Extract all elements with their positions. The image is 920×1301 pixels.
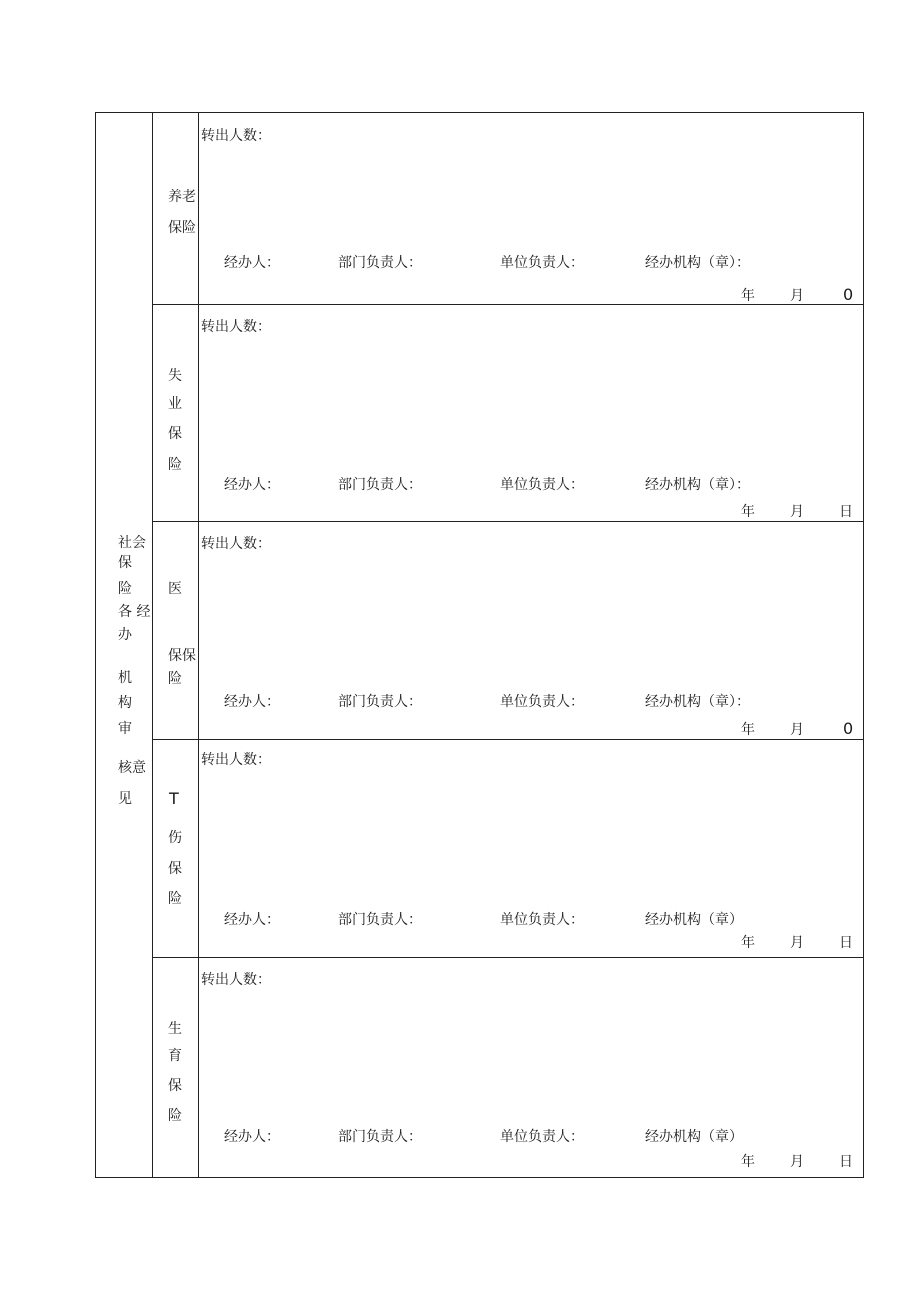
- section-label-line: T: [169, 789, 179, 808]
- date-month: 月: [790, 722, 804, 738]
- unit-head-label: 单位负责人：: [500, 1129, 584, 1145]
- handler-label: 经办人：: [224, 1129, 280, 1145]
- handler-label: 经办人：: [224, 477, 280, 493]
- section-label-line: 生: [168, 1021, 182, 1037]
- section-label-line: 保: [168, 861, 182, 877]
- date-day: 0: [843, 285, 854, 304]
- section-label-line: 险: [168, 1108, 182, 1124]
- section-label-line: 险: [168, 891, 182, 907]
- date-month: 月: [790, 504, 804, 520]
- section-label-line: 险: [168, 671, 182, 687]
- handler-label: 经办人：: [224, 255, 280, 271]
- dept-head-label: 部门负责人：: [338, 255, 422, 271]
- dept-head-label: 部门负责人：: [338, 912, 422, 928]
- dept-head-label: 部门负责人：: [338, 1129, 422, 1145]
- date-month: 月: [790, 1154, 804, 1170]
- column-divider-inner: [198, 112, 199, 1178]
- agency-seal-label: 经办机构（章）：: [645, 694, 750, 710]
- agency-seal-label: 经办机构（章）：: [645, 255, 750, 271]
- date-year: 年: [741, 722, 755, 738]
- section-label-line: 伤: [168, 830, 182, 846]
- transfer-count-label: 转出人数：: [201, 752, 271, 768]
- date-year: 年: [741, 288, 755, 304]
- row-divider: [152, 739, 864, 740]
- transfer-count-label: 转出人数：: [201, 319, 271, 335]
- section-label-line: 业: [168, 396, 182, 412]
- row-divider: [152, 957, 864, 958]
- unit-head-label: 单位负责人：: [500, 477, 584, 493]
- date-month: 月: [790, 288, 804, 304]
- date-month: 月: [790, 935, 804, 951]
- transfer-count-label: 转出人数：: [201, 128, 271, 144]
- section-label-line: 失: [168, 368, 182, 384]
- unit-head-label: 单位负责人：: [500, 912, 584, 928]
- unit-head-label: 单位负责人：: [500, 694, 584, 710]
- audit-table: [95, 112, 864, 1178]
- outer-label-line: 见: [118, 791, 132, 807]
- handler-label: 经办人：: [224, 694, 280, 710]
- transfer-count-label: 转出人数：: [201, 536, 271, 552]
- outer-label-line: 保: [118, 555, 132, 571]
- date-day: 日: [839, 504, 853, 520]
- row-divider: [152, 521, 864, 522]
- column-divider-outer: [152, 112, 153, 1178]
- row-divider: [152, 304, 864, 305]
- section-label-line: 保: [168, 426, 182, 442]
- dept-head-label: 部门负责人：: [338, 477, 422, 493]
- outer-label-line: 社会: [118, 535, 146, 551]
- dept-head-label: 部门负责人：: [338, 694, 422, 710]
- outer-label-line: 核意: [118, 760, 146, 776]
- outer-label-line: 险: [118, 581, 132, 597]
- date-day: 日: [839, 935, 853, 951]
- section-label-line: 保保: [168, 648, 196, 664]
- date-day: 0: [843, 719, 854, 738]
- outer-label-line: 各 经: [118, 604, 151, 620]
- outer-label-line: 机: [118, 670, 132, 686]
- outer-label-line: 审: [118, 721, 132, 737]
- section-label-line: 育: [168, 1048, 182, 1064]
- date-year: 年: [741, 1154, 755, 1170]
- section-label-line: 保险: [168, 220, 196, 236]
- section-label-line: 险: [168, 457, 182, 473]
- section-label-line: 保: [168, 1078, 182, 1094]
- unit-head-label: 单位负责人：: [500, 255, 584, 271]
- section-label-line: 医: [168, 581, 182, 597]
- date-year: 年: [741, 504, 755, 520]
- outer-label-line: 办: [118, 627, 132, 643]
- handler-label: 经办人：: [224, 912, 280, 928]
- agency-seal-label: 经办机构（章）：: [645, 477, 750, 493]
- agency-seal-label: 经办机构（章）: [645, 1129, 743, 1145]
- agency-seal-label: 经办机构（章）: [645, 912, 743, 928]
- transfer-count-label: 转出人数：: [201, 972, 271, 988]
- date-year: 年: [741, 935, 755, 951]
- section-label-line: 养老: [168, 189, 196, 205]
- outer-label-line: 构: [118, 695, 132, 711]
- date-day: 日: [839, 1154, 853, 1170]
